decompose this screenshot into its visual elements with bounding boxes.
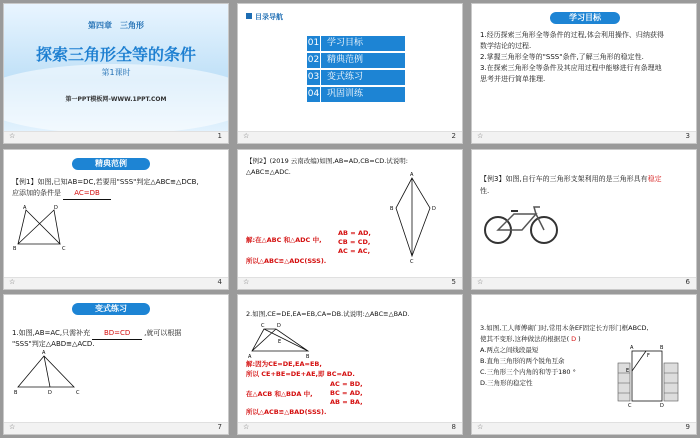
- solution-eq-3: AB = BA,: [330, 398, 363, 406]
- thumbnail-footer: [4, 422, 228, 434]
- solution-line-1: 解:在△ABC 和△ADC 中,: [246, 236, 322, 244]
- objective-line-2: 数学结论的过程.: [480, 42, 532, 50]
- triangle-figure: [12, 206, 72, 254]
- vertex-label: A: [23, 205, 27, 211]
- answer-text: BD=CD: [92, 328, 142, 340]
- slide-thumbnail-2[interactable]: [237, 3, 463, 144]
- slide-number: 9: [685, 423, 690, 431]
- toc-item-label: 巩固训练: [327, 89, 364, 99]
- triangle-figure: [14, 350, 84, 396]
- toc-heading: [246, 12, 283, 22]
- option-c[interactable]: C.三角形三个内角的和等于180 °: [480, 368, 576, 376]
- vertex-label: D: [48, 390, 52, 396]
- toc-item-2[interactable]: [307, 53, 405, 68]
- slide-thumbnail-3[interactable]: [471, 3, 697, 144]
- objective-line-1: 1.经历探索三角形全等条件的过程,体会利用操作、归纳获得: [480, 31, 664, 39]
- star-icon: ☆: [243, 278, 250, 286]
- vertex-label: B: [14, 390, 18, 396]
- vertex-label: C: [261, 323, 265, 329]
- vertex-label: D: [432, 206, 436, 212]
- slide-number: 7: [217, 423, 222, 431]
- solution-eq-1: AB = AD,: [338, 229, 371, 237]
- answer-text: D: [571, 335, 577, 343]
- toc-item-number: 01: [307, 36, 321, 51]
- question-line-2: [480, 334, 581, 345]
- star-icon: ☆: [477, 132, 484, 140]
- star-icon: ☆: [243, 423, 250, 431]
- exercise-line-1: 2.如图,CE=DE,EA=EB,CA=DB.试说明:△ABC≌△BAD.: [246, 310, 410, 318]
- example-line-2: 性.: [480, 187, 490, 195]
- thumbnail-footer: [472, 277, 696, 289]
- exercise-text: ,就可以根据: [144, 329, 182, 337]
- slide-thumbnail-6[interactable]: [471, 149, 697, 290]
- vertex-label: F: [647, 353, 650, 359]
- thumbnail-footer: [4, 131, 228, 143]
- objective-line-3: 2.掌握三角形全等的"SSS"条件,了解三角形的稳定性.: [480, 53, 644, 61]
- brand-text: 第一PPT模板网-WWW.1PPT.COM: [65, 96, 167, 103]
- slide-thumbnail-8[interactable]: [237, 294, 463, 435]
- vertex-label: D: [660, 403, 664, 409]
- example-text: 【例3】如图,自行车的三角形支架利用的是三角形具有: [480, 175, 648, 183]
- thumbnail-footer: [238, 277, 462, 289]
- vertex-label: A: [630, 345, 634, 351]
- slide-number: 5: [451, 278, 456, 286]
- thumbnail-footer: [472, 131, 696, 143]
- vertex-label: B: [390, 206, 394, 212]
- vertex-label: B: [306, 354, 310, 360]
- triangle-figure: [248, 325, 318, 359]
- vertex-label: C: [76, 390, 80, 396]
- toc-item-3[interactable]: [307, 70, 405, 85]
- answer-text: AC=DB: [63, 188, 111, 200]
- slide-number: 6: [685, 278, 690, 286]
- toc-item-4[interactable]: [307, 87, 405, 102]
- toc-item-label: 变式练习: [327, 72, 364, 82]
- solution-line-3: 在△ACB 和△BDA 中,: [246, 390, 313, 398]
- exercise-line-2: "SSS"判定△ABD≌△ACD.: [12, 340, 95, 348]
- chapter-label: 第四章 三角形: [88, 21, 144, 30]
- thumbnail-footer: [472, 422, 696, 434]
- exercise-text: 1.如图,AB=AC,只需补充: [12, 329, 91, 337]
- toc-heading-label: 目录导航: [255, 13, 283, 21]
- option-b[interactable]: B.直角三角形的两个锐角互余: [480, 357, 565, 365]
- vertex-label: A: [42, 350, 46, 356]
- question-line-1: 3.如图,工人师傅砌门时,常用木条EF固定长方形门框ABCD,: [480, 324, 649, 332]
- vertex-label: D: [54, 205, 58, 211]
- closing-paren: ): [578, 335, 581, 343]
- example-line-1: 【例2】(2019 云南改编)如图,AB=AD,CB=CD.试说明:: [246, 157, 408, 165]
- vertex-label: B: [660, 345, 664, 351]
- toc-item-label: 精典范例: [327, 55, 364, 65]
- toc-item-label: 学习目标: [327, 38, 364, 48]
- example-text: 应添加的条件是: [12, 189, 61, 197]
- slide-thumbnail-1[interactable]: [3, 3, 229, 144]
- toc-item-number: 02: [307, 53, 321, 68]
- star-icon: ☆: [477, 423, 484, 431]
- bicycle-icon: [482, 204, 562, 246]
- example-line-2: [12, 188, 111, 200]
- solution-conclusion: 所以△ABC≌△ADC(SSS).: [246, 257, 327, 265]
- section-heading: 学习目标: [550, 12, 620, 24]
- slide-title: 探索三角形全等的条件: [35, 45, 196, 64]
- slide-number: 8: [451, 423, 456, 431]
- slide-number: 1: [217, 132, 222, 140]
- slide-number: 4: [217, 278, 222, 286]
- toc-item-number: 04: [307, 87, 321, 102]
- solution-eq-2: BC = AD,: [330, 389, 363, 397]
- thumbnail-footer: [4, 277, 228, 289]
- star-icon: ☆: [477, 278, 484, 286]
- solution-line-2: 所以 CE+BE=DE+AE,即 BC=AD.: [246, 370, 355, 378]
- example-line-2: △ABC≌△ADC.: [246, 168, 291, 176]
- thumbnail-footer: [238, 131, 462, 143]
- option-d[interactable]: D.三角形的稳定性: [480, 379, 533, 387]
- star-icon: ☆: [9, 423, 16, 431]
- star-icon: ☆: [9, 132, 16, 140]
- vertex-label: C: [62, 246, 66, 252]
- star-icon: ☆: [243, 132, 250, 140]
- vertex-label: B: [13, 246, 17, 252]
- slide-thumbnail-5[interactable]: [237, 149, 463, 290]
- section-heading: 变式练习: [72, 303, 150, 315]
- lesson-subtitle: 第1课时: [101, 68, 131, 77]
- vertex-label: E: [278, 339, 282, 345]
- vertex-label: A: [410, 172, 414, 178]
- slide-number: 3: [685, 132, 690, 140]
- solution-eq-1: AC = BD,: [330, 380, 363, 388]
- toc-item-number: 03: [307, 70, 321, 85]
- slide-thumbnail-4[interactable]: [3, 149, 229, 290]
- slide-number: 2: [451, 132, 456, 140]
- solution-line-1: 解:因为CE=DE,EA=EB,: [246, 360, 322, 368]
- slide-thumbnail-9[interactable]: [471, 294, 697, 435]
- vertex-label: D: [277, 323, 281, 329]
- vertex-label: E: [626, 368, 630, 374]
- answer-text: 稳定: [647, 175, 662, 183]
- vertex-label: C: [628, 403, 632, 409]
- objective-line-4: 3.在探索三角形全等条件及其应用过程中能够进行有条理地: [480, 64, 662, 72]
- solution-conclusion: 所以△ACB≌△BAD(SSS).: [246, 408, 327, 416]
- vertex-label: C: [410, 259, 414, 265]
- star-icon: ☆: [9, 278, 16, 286]
- solution-eq-2: CB = CD,: [338, 238, 371, 246]
- option-a[interactable]: A.两点之间线段最短: [480, 346, 539, 354]
- toc-item-1[interactable]: [307, 36, 405, 51]
- solution-eq-3: AC = AC,: [338, 247, 371, 255]
- slide-thumbnail-7[interactable]: [3, 294, 229, 435]
- square-icon: [246, 13, 252, 19]
- door-frame-figure: [614, 345, 684, 409]
- kite-figure: [390, 174, 440, 264]
- question-text: 使其不变形,这种做法的根据是(: [480, 335, 570, 343]
- section-heading: 精典范例: [72, 158, 150, 170]
- vertex-label: A: [248, 354, 252, 360]
- thumbnail-footer: [238, 422, 462, 434]
- objective-line-5: 思考并进行简单推理.: [480, 75, 546, 83]
- example-line-1: [480, 174, 662, 185]
- example-line-1: 【例1】如图,已知AB=DC,若要用"SSS"判定△ABC≌△DCB,: [12, 178, 199, 186]
